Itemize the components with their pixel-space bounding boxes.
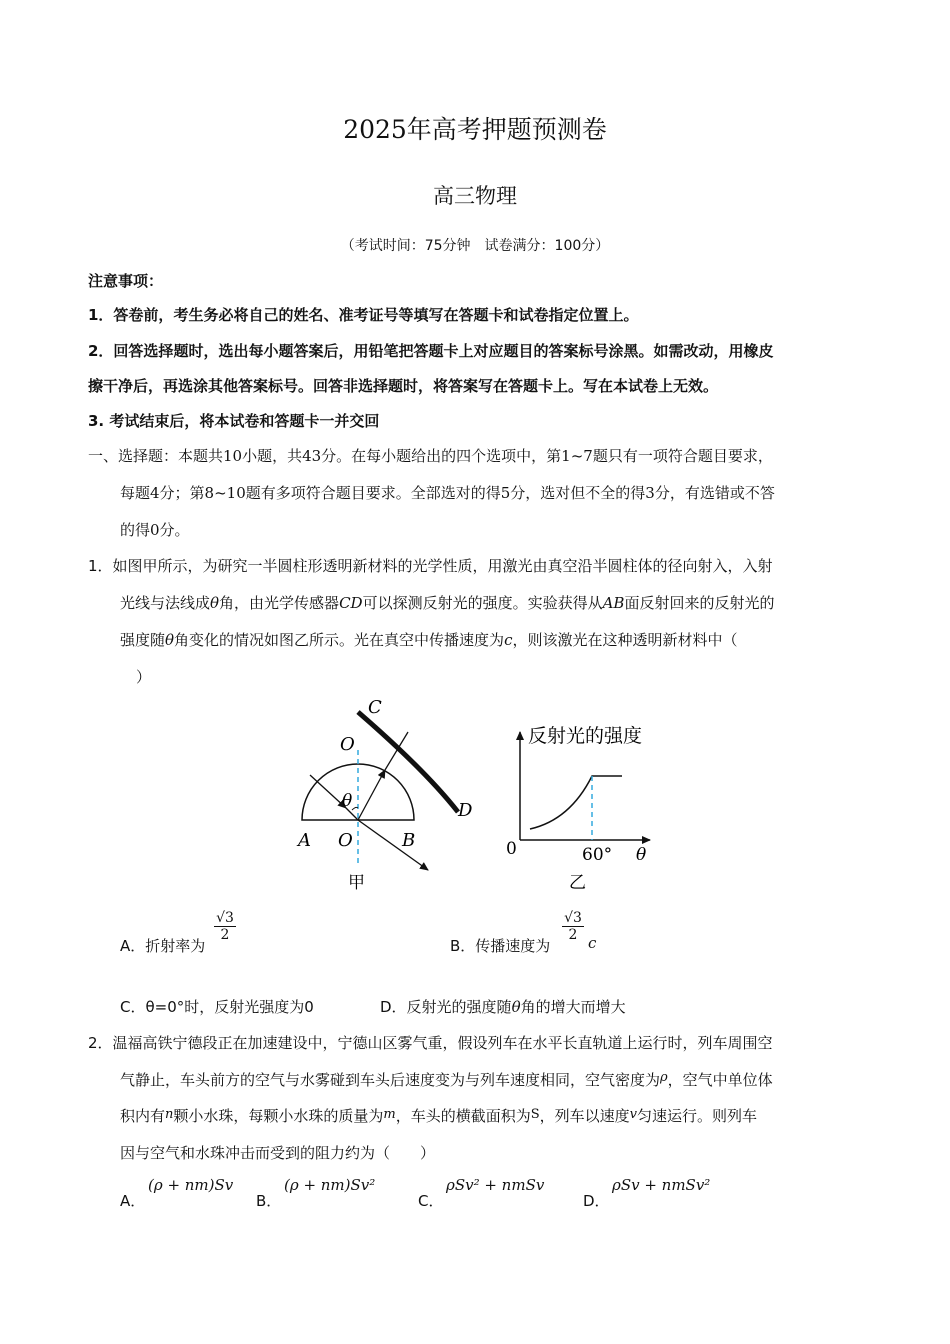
q2-line-4: 因与空气和水珠冲击而受到的阻力约为（ ） <box>120 1144 436 1162</box>
label-d: D <box>458 800 473 821</box>
section1-line-3: 的得0分。 <box>120 521 190 539</box>
q1-text-1: 如图甲所示，为研究一半圆柱形透明新材料的光学性质，用激光由真空沿半圆柱体的径向射入，入射 <box>112 557 773 575</box>
q2-option-c: ρSv² + nmSv <box>446 1176 545 1194</box>
caption-yi: 乙 <box>569 873 586 893</box>
q1-option-b-fraction: $\frac{√3}{2}$ <box>562 910 584 943</box>
q2-option-b: (ρ + nm)Sv² <box>284 1176 376 1194</box>
q1-option-b: B．传播速度为 <box>450 937 551 955</box>
caption-jia: 甲 <box>348 873 365 893</box>
notice-item-2-line-1: 2．回答选择题时，选出每小题答案后，用铅笔把答题卡上对应题目的答案标号涂黑。如需改动，用橡皮 <box>88 342 774 360</box>
q1-number: 1． <box>88 557 113 575</box>
label-a: A <box>298 830 311 851</box>
sensor-cd <box>358 712 458 812</box>
q1-option-a-fraction: $\frac{√3}{2}$ <box>214 910 236 943</box>
graph-curve <box>530 776 622 829</box>
label-o: O <box>338 830 353 851</box>
q2-option-d: ρSv + nmSv² <box>612 1176 711 1194</box>
q1-line-1 <box>88 555 773 576</box>
notice-item-1: 1．答卷前，考生务必将自己的姓名、准考证号等填写在答题卡和试卷指定位置上。 <box>88 306 639 324</box>
graph-ylabel: 反射光的强度 <box>528 725 643 747</box>
q1-option-a: A．折射率为 <box>120 937 206 955</box>
exam-info: （考试时间：75分钟 试卷满分：100分） <box>340 238 610 254</box>
section1-line-1: 一、选择题：本题共10小题，共43分。在每小题给出的四个选项中，第1~7题只有一项符合题目要求， <box>88 447 773 465</box>
label-o-top: O <box>340 734 355 755</box>
notice-item-3: 3. 考试结束后，将本试卷和答题卡一并交回 <box>88 412 380 430</box>
refracted-ray <box>358 820 428 870</box>
q2-line-3: 积内有n颗小水珠，每颗小水珠的质量为m，车头的横截面积为S，列车以速度v匀速运行。则列车 <box>120 1107 758 1125</box>
q1-option-c: C．θ=0°时，反射光强度为0 <box>120 998 314 1016</box>
label-c: C <box>368 697 382 718</box>
q1-line-4: ） <box>136 668 152 686</box>
graph-xlabel: θ <box>636 845 647 865</box>
q2-line-2: 气静止，车头前方的空气与水雾碰到车头后速度变为与列车速度相同，空气密度为ρ，空气中单位体 <box>120 1070 773 1089</box>
q2-option-d-label: D． <box>583 1192 610 1210</box>
page-title: 2025年高考押题预测卷 <box>343 115 607 144</box>
q1-line-2: 光线与法线成θ角，由光学传感器CD可以探测反射光的强度。实验获得从AB面反射回来的反射光的 <box>120 594 775 612</box>
notice-item-2-line-2: 擦干净后，再选涂其他答案标号。回答非选择题时，将答案写在答题卡上。写在本试卷上无效。 <box>88 377 719 395</box>
graph-tick-60: 60° <box>582 845 613 865</box>
q1-option-d: D．反射光的强度随θ角的增大而增大 <box>380 998 626 1016</box>
q1-line-3: 强度随θ角变化的情况如图乙所示。光在真空中传播速度为c，则该激光在这种透明新材料中（ <box>120 631 738 649</box>
incident-ray <box>310 775 346 808</box>
q2-option-c-label: C． <box>418 1192 444 1210</box>
label-theta: θ <box>342 791 353 811</box>
q1-figure <box>280 690 680 900</box>
q2-option-b-label: B． <box>256 1192 282 1210</box>
section1-line-2: 每题4分；第8~10题有多项符合题目要求。全部选对的得5分，选对但不全的得3分，有选错或不答 <box>120 484 775 502</box>
graph-origin: 0 <box>506 839 517 859</box>
notice-heading: 注意事项： <box>88 272 164 290</box>
label-b: B <box>402 830 416 851</box>
q2-option-a-label: A． <box>120 1192 146 1210</box>
q2-option-a: (ρ + nm)Sv <box>148 1176 234 1194</box>
page-subtitle: 高三物理 <box>433 184 517 208</box>
q2-line-1: 2．温福高铁宁德段正在加速建设中，宁德山区雾气重，假设列车在水平长直轨道上运行时，列车周围空 <box>88 1034 773 1052</box>
q1-option-b-c: c <box>588 934 597 952</box>
reflected-ray <box>358 770 385 820</box>
